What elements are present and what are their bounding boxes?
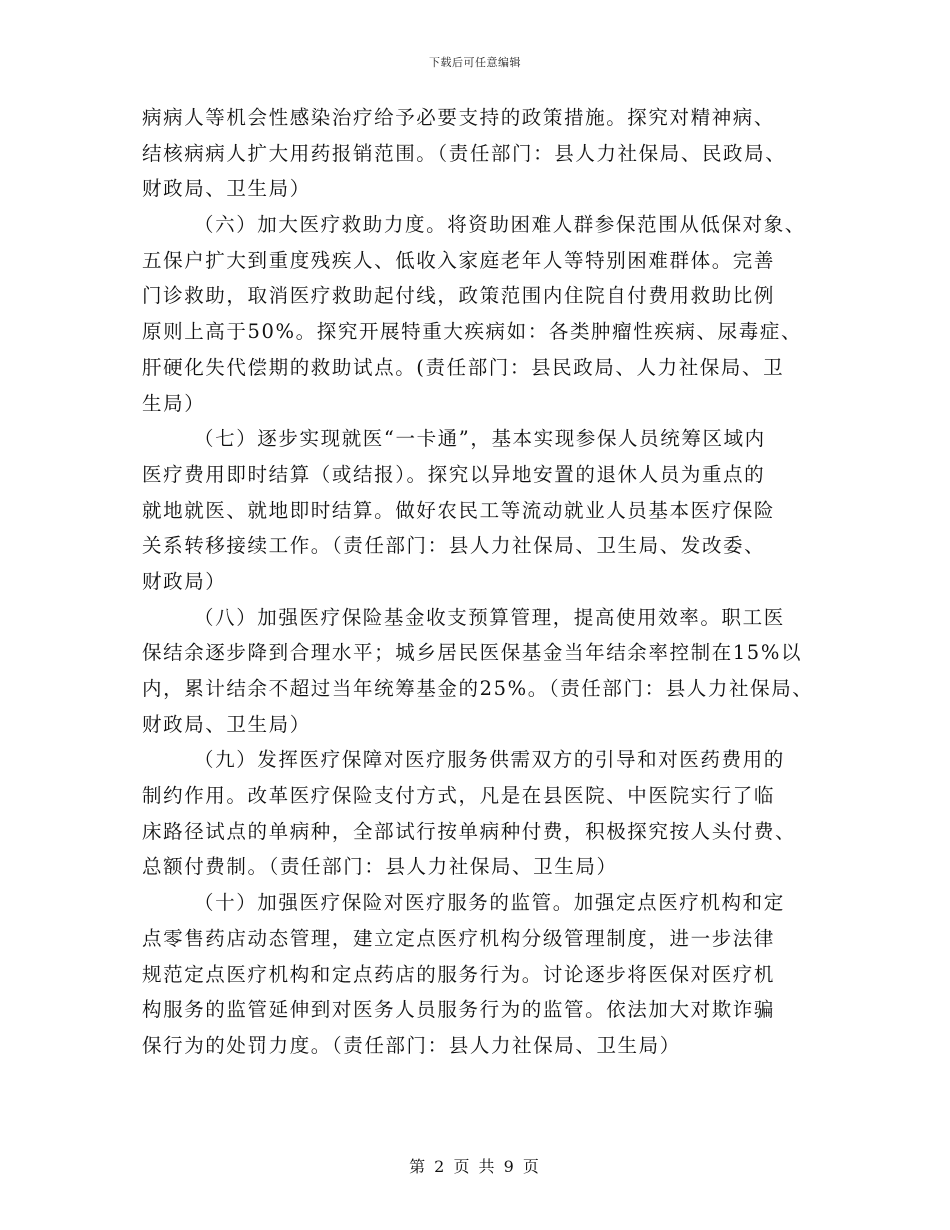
paragraph-10-start: （十）加强医疗保险对医疗服务的监管。加强定点医疗机构和定 [194, 891, 785, 915]
paragraph-9-start: （九）发挥医疗保障对医疗服务供需双方的引导和对医药费用的 [194, 748, 785, 772]
body-line: 病病人等机会性感染治疗给予必要支持的政策措施。探究对精神病、 [142, 106, 776, 129]
body-line: 财政局、卫生局） [142, 712, 311, 736]
paragraph-8-start: （八）加强医疗保险基金收支预算管理，提高使用效率。职工医 [194, 605, 785, 629]
body-line: 床路径试点的单病种，全部试行按单病种付费，积极探究按人头付费、 [142, 819, 797, 843]
body-line: 点零售药店动态管理，建立定点医疗机构分级管理制度，进一步法律 [142, 926, 776, 950]
document-body [142, 100, 832, 1064]
body-line: 总额付费制。（责任部门：县人力社保局、卫生局） [142, 855, 618, 879]
body-line: 五保户扩大到重度残疾人、低收入家庭老年人等特别困难群体。完善 [142, 248, 776, 272]
body-line: 肝硬化失代偿期的救助试点。(责任部门：县民政局、人力社保局、卫 [142, 355, 785, 379]
body-line: 保结余逐步降到合理水平；城乡居民医保基金当年结余率控制在15%以 [142, 641, 803, 665]
paragraph-6-start: （六）加大医疗救助力度。将资助困难人群参保范围从低保对象、 [194, 213, 806, 237]
body-line: 内，累计结余不超过当年统筹基金的25%。（责任部门：县人力社保局、 [142, 677, 814, 700]
body-line: 原则上高于50%。探究开展特重大疾病如：各类肿瘤性疾病、尿毒症、 [142, 320, 803, 344]
body-line: 门诊救助，取消医疗救助起付线，政策范围内住院自付费用救助比例 [142, 284, 776, 308]
body-line: 财政局） [142, 569, 227, 593]
body-line: 财政局、卫生局） [142, 177, 311, 201]
body-line: 制约作用。改革医疗保险支付方式，凡是在县医院、中医院实行了临 [142, 784, 776, 808]
body-line: 结核病病人扩大用药报销范围。（责任部门：县人力社保局、民政局、 [142, 141, 787, 165]
body-line: 就地就医、就地即时结算。做好农民工等流动就业人员基本医疗保险 [142, 498, 776, 522]
paragraph-7-start: （七）逐步实现就医“一卡通”，基本实现参保人员统筹区域内 [194, 427, 766, 451]
page-header-note: 下载后可任意编辑 [429, 56, 521, 69]
body-line: 规范定点医疗机构和定点药店的服务行为。讨论逐步将医保对医疗机 [142, 962, 776, 986]
body-line: 构服务的监管延伸到对医务人员服务行为的监管。依法加大对欺诈骗 [142, 998, 776, 1022]
body-line: 保行为的处罚力度。（责任部门：县人力社保局、卫生局） [142, 1033, 681, 1057]
body-line: 关系转移接续工作。（责任部门：县人力社保局、卫生局、发改委、 [142, 534, 766, 558]
body-line: 生局） [142, 391, 206, 415]
body-line: 医疗费用即时结算（或结报）。探究以异地安置的退休人员为重点的 [142, 462, 766, 486]
page-number-footer: 第 2 页 共 9 页 [409, 1157, 541, 1176]
